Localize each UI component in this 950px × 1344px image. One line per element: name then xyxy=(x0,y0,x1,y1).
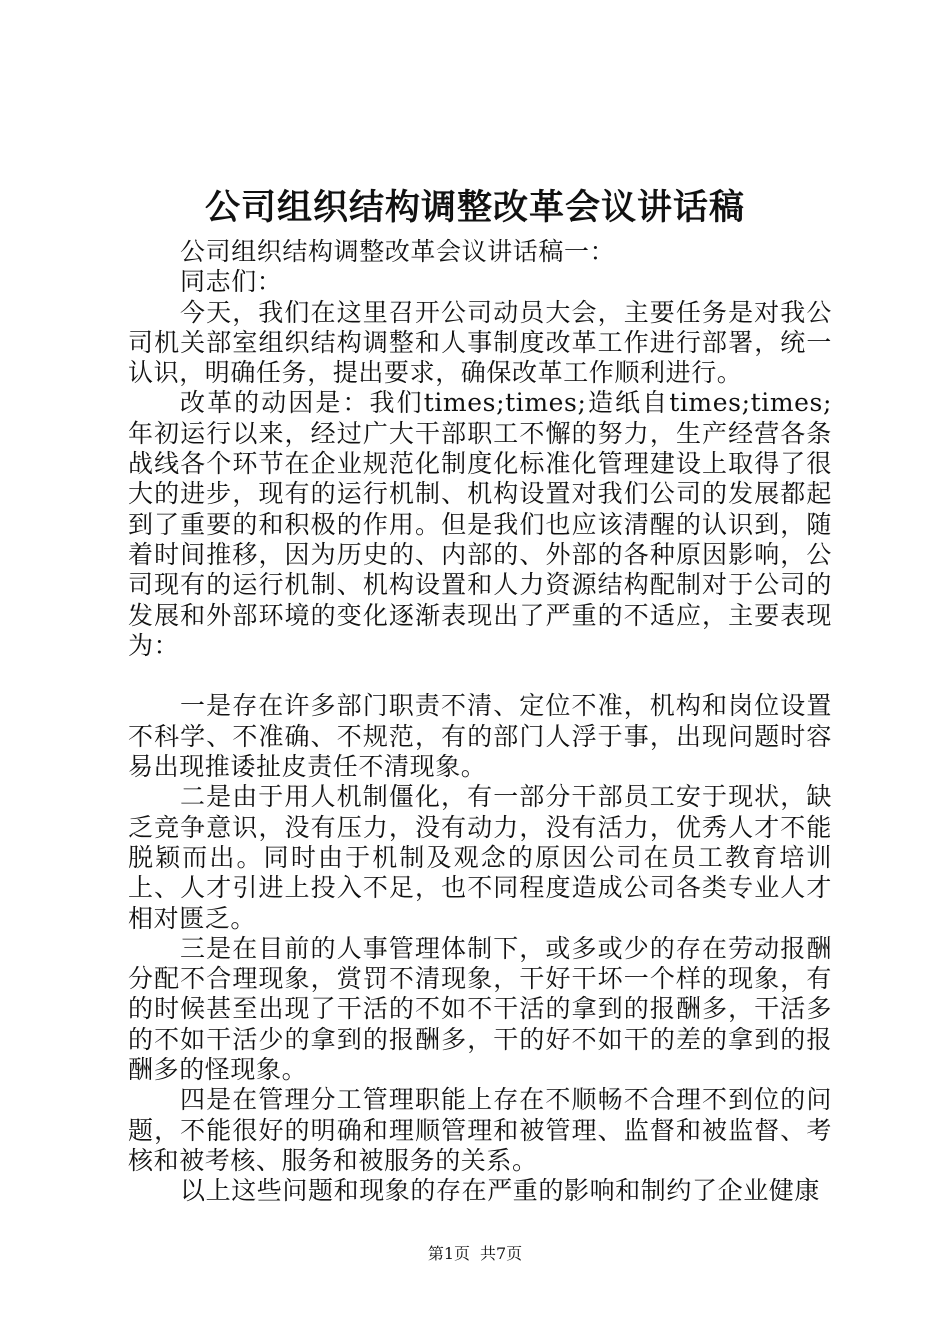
paragraph-salutation: 同志们： xyxy=(180,267,283,297)
paragraph-issue-three: 三是在目前的人事管理体制下，或多或少的存在劳动报酬分配不合理现象，赏罚不清现象，干好干坏一个样的现象，有的时候甚至出现了干活的不如不干活的拿到的报酬多，干活多的不如干活少的拿到的报酬多，干的好不如干的差的拿到的报酬多的怪现象。 xyxy=(128,933,832,1085)
page-footer xyxy=(0,1243,950,1265)
paragraph-motivation: 改革的动因是：我们times;times;造纸自times;times;年初运行以来，经过广大干部职工不懈的努力，生产经营各条战线各个环节在企业规范化制度化标准化管理建设上取得了很大的进步，现有的运行机制、机构设置对我们公司的发展都起到了重要的和积极的作用。但是我们也应该清醒的认识到，随着时间推移，因为历史的、内部的、外部的各种原因影响，公司现有的运行机制、机构设置和人力资源结构配制对于公司的发展和外部环境的变化逐渐表现出了严重的不适应，主要表现为： xyxy=(128,388,832,660)
paragraph-conclusion: 以上这些问题和现象的存在严重的影响和制约了企业健康 xyxy=(180,1176,821,1206)
paragraph-issue-four: 四是在管理分工管理职能上存在不顺畅不合理不到位的问题，不能很好的明确和理顺管理和被管理、监督和被监督、考核和被考核、服务和被服务的关系。 xyxy=(128,1085,832,1175)
paragraph-intro: 今天，我们在这里召开公司动员大会，主要任务是对我公司机关部室组织结构调整和人事制度改革工作进行部署，统一认识，明确任务，提出要求，确保改革工作顺利进行。 xyxy=(128,297,832,388)
document-title: 公司组织结构调整改革会议讲话稿 xyxy=(204,187,745,228)
paragraph-subtitle: 公司组织结构调整改革会议讲话稿一： xyxy=(180,237,616,266)
page-number: 第1页 xyxy=(427,1244,470,1263)
page-total: 共7页 xyxy=(480,1244,523,1263)
document-body xyxy=(128,237,832,1207)
paragraph-issue-one: 一是存在许多部门职责不清、定位不准，机构和岗位设置不科学、不准确、不规范，有的部门人浮于事，出现问题时容易出现推诿扯皮责任不清现象。 xyxy=(128,691,832,782)
paragraph-issue-two: 二是由于用人机制僵化，有一部分干部员工安于现状，缺乏竞争意识，没有压力，没有动力，没有活力，优秀人才不能脱颖而出。同时由于机制及观念的原因公司在员工教育培训上、人才引进上投入不足，也不同程度造成公司各类专业人才相对匮乏。 xyxy=(128,782,832,933)
